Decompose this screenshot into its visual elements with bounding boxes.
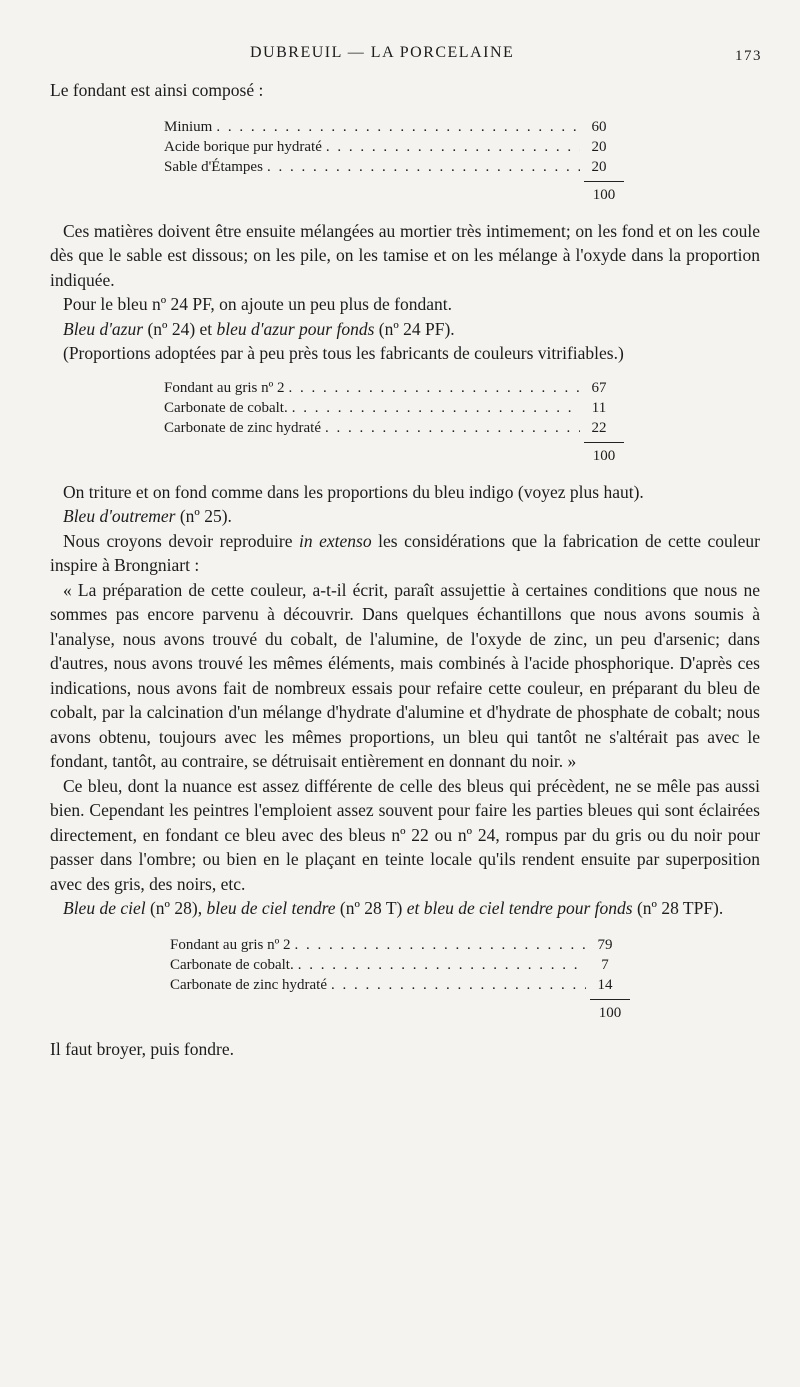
ingredient-quantity: 22 — [591, 419, 607, 436]
italic-term: bleu d'azur pour fonds — [216, 318, 375, 339]
ingredient-quantity: 60 — [591, 118, 607, 135]
recipe-row — [170, 955, 620, 975]
text-run: (nº 28), — [145, 898, 207, 918]
leader-dots — [267, 157, 580, 177]
ingredient-quantity: 67 — [591, 379, 607, 396]
recipe-row — [170, 975, 620, 995]
text-run: (nº 24 PF). — [374, 318, 455, 339]
leader-dots — [298, 955, 586, 975]
recipe-row — [164, 418, 614, 438]
leader-dots — [216, 117, 580, 137]
recipe-table-fondant — [164, 117, 614, 205]
text-run: (nº 25). — [175, 506, 232, 526]
text-run: (nº 28 TPF). — [632, 898, 724, 918]
ingredient-label: Fondant au gris nº 2 — [164, 379, 285, 396]
paragraph-bleu-24pf: Pour le bleu nº 24 PF, on ajoute un peu plus de fondant. — [63, 294, 452, 314]
paragraph-bleu-de-ciel — [50, 896, 760, 921]
paragraph-melange: Ces matières doivent être ensuite mélangées au mortier très intimement; on les fond et on les coule dès que le sable est dissous; on les pile, on les tamise et on les mélange à l'oxyde dans la proportion indiquée. — [50, 220, 760, 290]
italic-term: Bleu de ciel — [63, 898, 146, 918]
intro-paragraph: Le fondant est ainsi composé : — [50, 80, 264, 100]
ingredient-label: Fondant au gris nº 2 — [170, 936, 291, 953]
running-header — [50, 40, 760, 76]
ingredient-label: Carbonate de cobalt. — [164, 399, 288, 416]
leader-dots — [292, 398, 580, 418]
ingredient-label: Carbonate de zinc hydraté — [164, 419, 322, 436]
italic-term: in extenso — [299, 530, 372, 551]
paragraph-brongniart-quote: « La préparation de cette couleur, a-t-il écrit, paraît assujettie à certaines conditions que nous ne sommes pas encore parvenu à découvrir. Dans quelques échantillons que nous avons soumis à l'analyse, nous avons trouvé du cobalt, de l'alumine, de l'oxyde de zinc, un peu d'arsenic; dans d'autres, nous avons trouvé les mêmes éléments, mais combinés à l'acide phosphorique. D'après ces indications, nous avons fait de nombreux essais pour refaire cette couleur, en préparant du bleu de cobalt, par la calcination d'un mélange d'hydrate d'alumine et d'hydrate de phosphate de cobalt; nous avons obtenu, toujours avec les mêmes proportions, un bleu qui tantôt ne s'altérait pas avec le fondant, tantôt, au contraire, se détruisait entièrement en donnant du noir. » — [50, 579, 760, 771]
italic-term: Bleu d'azur — [63, 318, 144, 339]
recipe-total: 100 — [592, 447, 616, 464]
running-title: DUBREUIL — LA PORCELAINE — [250, 44, 515, 61]
paragraph-brongniart-intro — [50, 529, 760, 578]
italic-term: et bleu de ciel tendre pour fonds — [406, 898, 633, 918]
paragraph-broyer: Il faut broyer, puis fondre. — [50, 1038, 234, 1059]
italic-term: bleu de ciel tendre — [206, 898, 336, 918]
leader-dots — [326, 137, 580, 157]
page-number: 173 — [735, 48, 762, 64]
recipe-table-bleu-azur — [164, 378, 614, 466]
recipe-row — [164, 117, 614, 137]
ingredient-quantity: 7 — [601, 956, 609, 973]
leader-dots — [288, 378, 580, 398]
text-run: (nº 24) et — [143, 318, 217, 339]
leader-dots — [294, 935, 586, 955]
recipe-row — [164, 398, 614, 418]
book-page — [50, 40, 760, 1061]
paragraph-triture: On triture et on fond comme dans les proportions du bleu indigo (voyez plus haut). — [63, 481, 644, 502]
text-run: les considérations que la fabrication de cette couleur inspire à Brongniart : — [50, 530, 760, 575]
recipe-table-bleu-de-ciel — [170, 935, 620, 1023]
leader-dots — [325, 418, 580, 438]
ingredient-quantity: 20 — [591, 158, 607, 175]
text-run: Nous croyons devoir reproduire — [63, 530, 300, 551]
ingredient-quantity: 11 — [591, 399, 607, 416]
paragraph-proportions: (Proportions adoptées par à peu près tous les fabricants de couleurs vitrifiables.) — [63, 343, 624, 363]
recipe-row — [164, 137, 614, 157]
leader-dots — [331, 975, 586, 995]
ingredient-quantity: 20 — [591, 138, 607, 155]
paragraph-ce-bleu: Ce bleu, dont la nuance est assez différente de celle des bleus qui précèdent, ne se mêle pas aussi bien. Cependant les peintres l'emploient assez souvent pour faire les parties bleues qui sont éclairées directement, en fondant ce bleu avec des bleus nº 22 ou nº 24, rompus par du gris ou du noir pour passer dans l'ombre; ou bien en le plaçant en teinte locale qu'ils rendent ensuite par superposition avec des gris, des noirs, etc. — [50, 775, 760, 894]
recipe-row — [170, 935, 620, 955]
recipe-total: 100 — [592, 186, 616, 203]
ingredient-label: Sable d'Étampes — [164, 158, 263, 175]
recipe-row — [164, 157, 614, 177]
ingredient-label: Minium — [164, 118, 213, 135]
ingredient-label: Acide borique pur hydraté — [164, 138, 322, 155]
ingredient-quantity: 14 — [597, 976, 613, 993]
paragraph-bleu-azur — [50, 317, 760, 342]
paragraph-bleu-outremer — [50, 504, 760, 529]
ingredient-label: Carbonate de zinc hydraté — [170, 976, 328, 993]
recipe-total: 100 — [598, 1004, 622, 1021]
ingredient-quantity: 79 — [597, 936, 613, 953]
italic-term: Bleu d'outremer — [63, 506, 176, 526]
recipe-row — [164, 378, 614, 398]
text-run: (nº 28 T) — [335, 898, 407, 918]
ingredient-label: Carbonate de cobalt. — [170, 956, 294, 973]
